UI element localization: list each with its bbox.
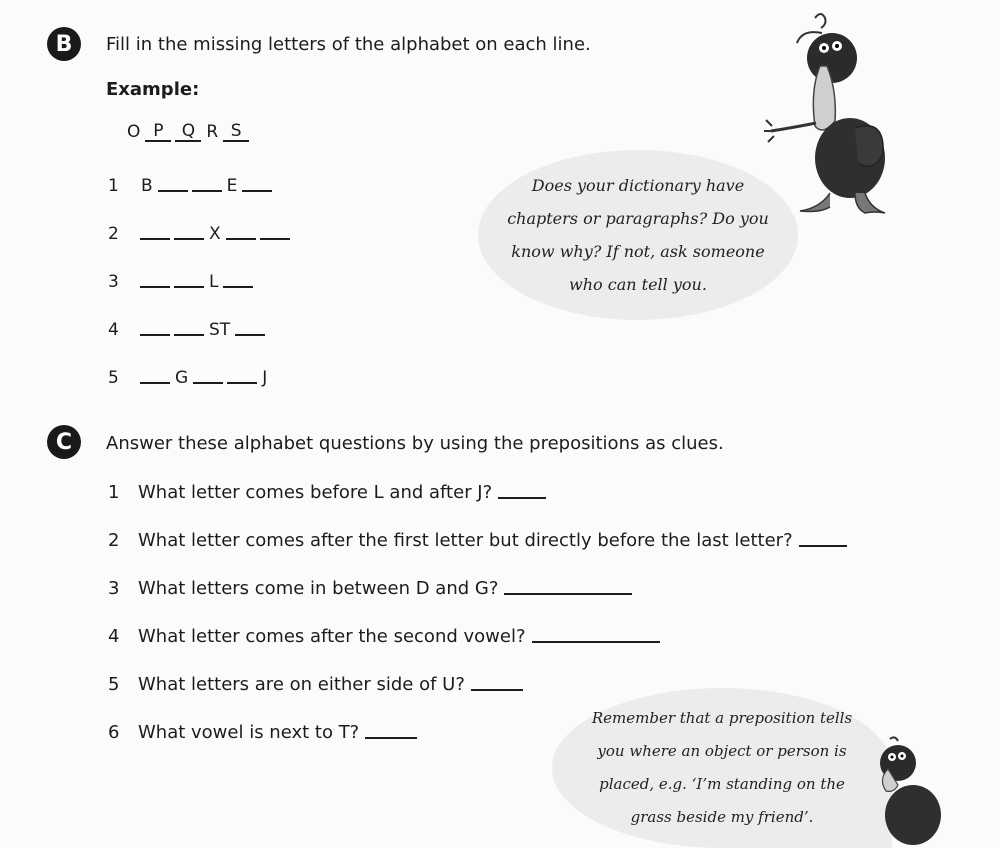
alphabet-row xyxy=(108,368,270,388)
question-row xyxy=(108,530,847,551)
bubble-line: you where an object or person is xyxy=(597,742,847,760)
letter-blank[interactable] xyxy=(174,334,204,336)
speech-bubble-text xyxy=(592,702,852,834)
alphabet-row xyxy=(108,176,274,196)
letter-blank[interactable] xyxy=(174,238,204,240)
answer-blank[interactable] xyxy=(799,545,847,547)
letter-blank[interactable] xyxy=(260,238,290,240)
section-c-badge: C xyxy=(47,425,81,459)
letter-blank[interactable] xyxy=(223,286,253,288)
speech-bubble-text xyxy=(507,169,769,301)
section-b-badge: B xyxy=(47,27,81,61)
answer-blank[interactable] xyxy=(471,689,523,691)
row-number: 1 xyxy=(108,176,119,196)
question-row xyxy=(108,674,523,695)
row-letter: ST xyxy=(209,320,231,340)
letter-blank[interactable] xyxy=(227,382,257,384)
row-letter: J xyxy=(262,368,268,388)
answer-blank[interactable] xyxy=(498,497,546,499)
row-number: 3 xyxy=(108,272,119,292)
alphabet-row xyxy=(108,224,292,244)
example-answer: S xyxy=(223,122,249,142)
question-number: 1 xyxy=(108,482,120,503)
question-text: What letters are on either side of U? xyxy=(138,674,465,695)
speech-bubble xyxy=(478,150,798,320)
row-letter: X xyxy=(209,224,221,244)
duck-small-illustration xyxy=(868,735,948,846)
letter-blank[interactable] xyxy=(140,334,170,336)
row-letter: L xyxy=(209,272,219,292)
bubble-line: Does your dictionary have xyxy=(531,176,745,195)
question-text: What letter comes before L and after J? xyxy=(138,482,493,503)
section-c-instruction: Answer these alphabet questions by using the prepositions as clues. xyxy=(106,433,724,454)
bubble-line: who can tell you. xyxy=(569,275,707,294)
bubble-line: grass beside my friend’. xyxy=(630,808,814,826)
question-row xyxy=(108,626,660,647)
letter-blank[interactable] xyxy=(174,286,204,288)
letter-blank[interactable] xyxy=(140,238,170,240)
question-text: What letter comes after the first letter but directly before the last letter? xyxy=(138,530,793,551)
letter-blank[interactable] xyxy=(158,190,188,192)
question-number: 5 xyxy=(108,674,120,695)
question-text: What vowel is next to T? xyxy=(138,722,360,743)
example-answer: Q xyxy=(175,122,201,142)
duck-illustration xyxy=(760,8,910,223)
example-row xyxy=(124,122,251,142)
example-letter: O xyxy=(127,122,141,142)
answer-blank[interactable] xyxy=(504,593,632,595)
answer-blank[interactable] xyxy=(532,641,660,643)
row-number: 2 xyxy=(108,224,119,244)
letter-blank[interactable] xyxy=(193,382,223,384)
letter-blank[interactable] xyxy=(242,190,272,192)
question-number: 6 xyxy=(108,722,120,743)
bubble-line: chapters or paragraphs? Do you xyxy=(507,209,769,228)
letter-blank[interactable] xyxy=(140,286,170,288)
question-text: What letters come in between D and G? xyxy=(138,578,499,599)
bubble-line: Remember that a preposition tells xyxy=(591,709,853,727)
row-letter: E xyxy=(226,176,238,196)
row-letter: G xyxy=(175,368,189,388)
row-letter: B xyxy=(141,176,153,196)
question-row xyxy=(108,578,632,599)
row-number: 5 xyxy=(108,368,119,388)
question-number: 3 xyxy=(108,578,120,599)
section-b-instruction: Fill in the missing letters of the alphabet on each line. xyxy=(106,34,591,55)
answer-blank[interactable] xyxy=(365,737,417,739)
speech-bubble xyxy=(552,688,892,848)
question-row xyxy=(108,722,417,743)
question-number: 4 xyxy=(108,626,120,647)
bubble-line: placed, e.g. ‘I’m standing on the xyxy=(599,775,845,793)
letter-blank[interactable] xyxy=(226,238,256,240)
example-letter: R xyxy=(206,122,219,142)
letter-blank[interactable] xyxy=(140,382,170,384)
alphabet-row xyxy=(108,320,267,340)
letter-blank[interactable] xyxy=(192,190,222,192)
question-number: 2 xyxy=(108,530,120,551)
question-text: What letter comes after the second vowel? xyxy=(138,626,526,647)
bubble-line: know why? If not, ask someone xyxy=(511,242,765,261)
letter-blank[interactable] xyxy=(235,334,265,336)
example-label: Example: xyxy=(106,79,200,100)
alphabet-row xyxy=(108,272,255,292)
question-row xyxy=(108,482,546,503)
row-number: 4 xyxy=(108,320,119,340)
example-answer: P xyxy=(145,122,171,142)
